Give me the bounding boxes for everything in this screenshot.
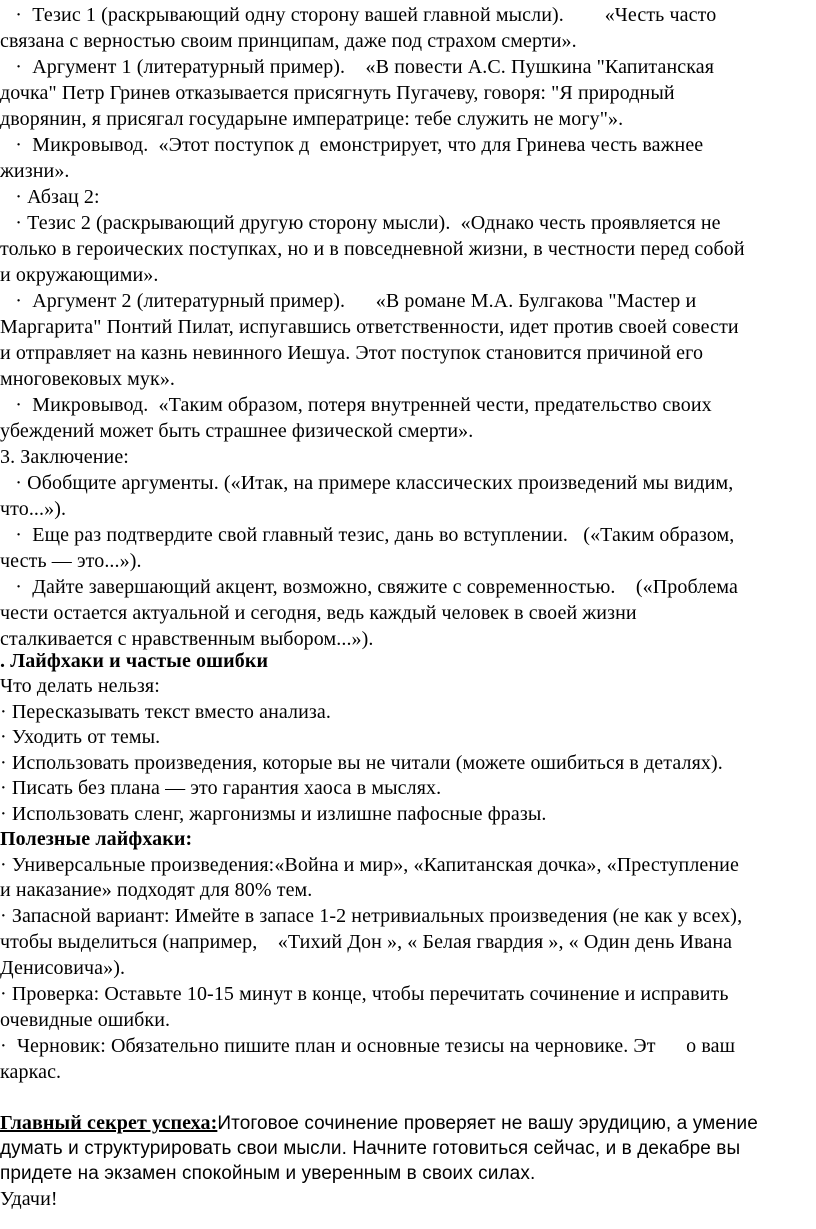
body-line: Маргарита" Понтий Пилат, испугавшись ответственности, идет против своей совести	[0, 316, 739, 338]
tip-line: каркас.	[0, 1061, 62, 1083]
body-line: жизни».	[0, 160, 70, 182]
body-line: сталкивается с нравственным выбором...»).	[0, 628, 374, 650]
tip-line: чтобы выделиться (например, «Тихий Дон », « Белая гвардия », « Один день Ивана	[0, 931, 733, 953]
body-line: дочка" Петр Гринев отказывается присягнуть Пугачеву, говоря: "Я природный	[0, 82, 675, 104]
body-line: что...»).	[0, 498, 67, 520]
tip-line: Денисовича»).	[0, 957, 126, 979]
dont-heading: Что делать нельзя:	[0, 675, 160, 697]
secret-label: Главный секрет успеха:	[0, 1112, 218, 1134]
dont-item: · Пересказывать текст вместо анализа.	[0, 701, 331, 723]
body-line: · Абзац 2:	[0, 186, 100, 208]
body-line: честь — это...»).	[0, 550, 142, 572]
secret-line: думать и структурировать свои мысли. Начните готовиться сейчас, и в декабре вы	[0, 1138, 741, 1159]
tip-line: и наказание» подходят для 80% тем.	[0, 879, 313, 901]
tips-heading: Полезные лайфхаки:	[0, 828, 193, 850]
body-line: · Аргумент 1 (литературный пример). «В повести А.С. Пушкина "Капитанская	[0, 56, 715, 78]
tip-line: · Запасной вариант: Имейте в запасе 1-2 нетривиальных произведения (не как у всех),	[0, 905, 743, 927]
section-title: . Лайфхаки и частые ошибки	[0, 650, 269, 672]
body-line: · Тезис 2 (раскрывающий другую сторону мысли). «Однако честь проявляется не	[0, 212, 721, 234]
body-line: · Обобщите аргументы. («Итак, на примере классических произведений мы видим,	[0, 472, 734, 494]
body-line: чести остается актуальной и сегодня, ведь каждый человек в своей жизни	[0, 602, 637, 624]
body-line: убеждений может быть страшнее физической смерти».	[0, 420, 474, 442]
dont-item: · Уходить от темы.	[0, 726, 161, 748]
tip-line: · Проверка: Оставьте 10-15 минут в конце, чтобы перечитать сочинение и исправить	[0, 983, 729, 1005]
closing-text: Удачи!	[0, 1188, 58, 1210]
body-line: дворянин, я присягал государыне императрице: тебе служить не могу"».	[0, 108, 624, 130]
dont-item: · Использовать произведения, которые вы не читали (можете ошибиться в деталях).	[0, 752, 723, 774]
secret-text: Итоговое сочинение проверяет не вашу эрудицию, а умение	[217, 1113, 758, 1134]
body-line: связана с верностью своим принципам, даже под страхом смерти».	[0, 30, 577, 52]
body-line: · Тезис 1 (раскрывающий одну сторону вашей главной мысли). «Честь часто	[0, 4, 717, 26]
secret-line: придете на экзамен спокойным и уверенным в своих силах.	[0, 1163, 536, 1184]
body-line: многовековых мук».	[0, 368, 176, 390]
body-line: · Микровывод. «Таким образом, потеря внутренней чести, предательство своих	[0, 394, 712, 416]
body-line: · Дайте завершающий акцент, возможно, свяжите с современностью. («Проблема	[0, 576, 738, 598]
body-line: и отправляет на казнь невинного Иешуа. Этот поступок становится причиной его	[0, 342, 704, 364]
secret-first-line	[0, 1110, 758, 1137]
tip-line: · Черновик: Обязательно пишите план и основные тезисы на черновике. Эт о ваш	[0, 1035, 736, 1057]
body-line: · Еще раз подтвердите свой главный тезис, дань во вступлении. («Таким образом,	[0, 524, 735, 546]
body-line: 3. Заключение:	[0, 446, 129, 468]
body-line: · Аргумент 2 (литературный пример). «В романе М.А. Булгакова "Мастер и	[0, 290, 697, 312]
body-line: и окружающими».	[0, 264, 159, 286]
tip-line: очевидные ошибки.	[0, 1009, 171, 1031]
tip-line: · Универсальные произведения:«Война и мир», «Капитанская дочка», «Преступление	[0, 854, 739, 876]
dont-item: · Использовать сленг, жаргонизмы и излишне пафосные фразы.	[0, 803, 547, 825]
body-line: · Микровывод. «Этот поступок д емонстрирует, что для Гринева честь важнее	[0, 134, 704, 156]
body-line: только в героических поступках, но и в повседневной жизни, в честности перед собой	[0, 238, 745, 260]
dont-item: · Писать без плана — это гарантия хаоса в мыслях.	[0, 777, 442, 799]
